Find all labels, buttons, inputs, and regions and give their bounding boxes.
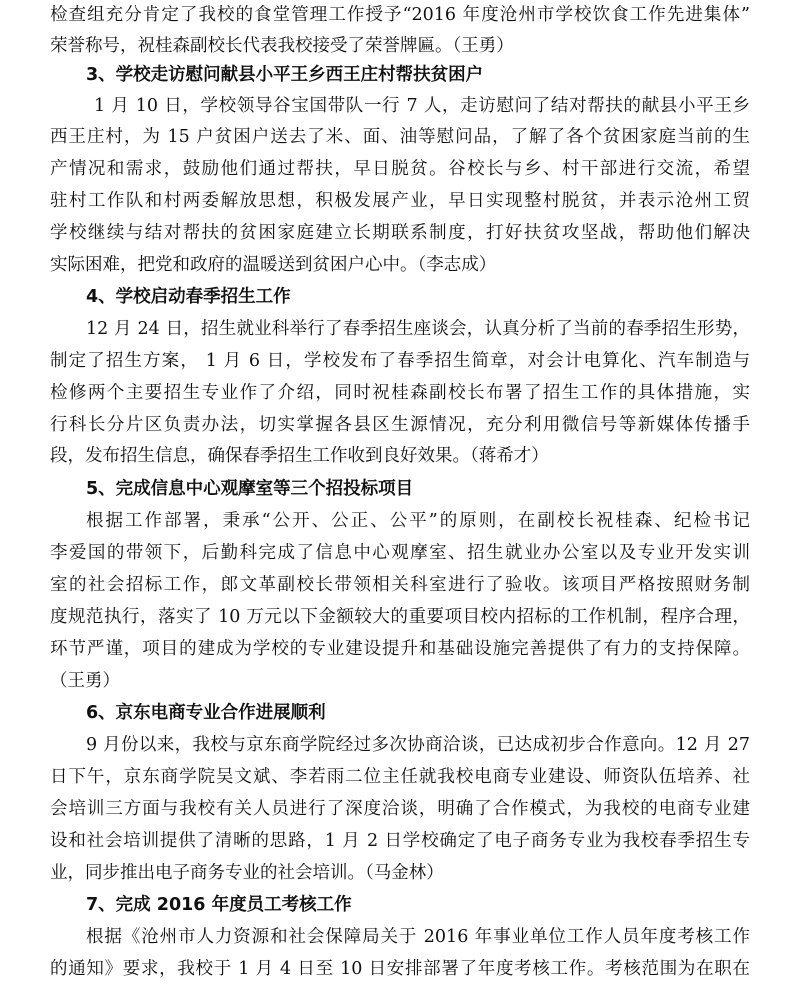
paragraph-line: 行科长分片区负责办法，切实掌握各县区生源情况，充分利用微信号等新媒体传播手 xyxy=(50,415,750,435)
paragraph-line: 产情况和需求，鼓励他们通过帮扶，早日脱贫。谷校长与乡、村干部进行交流，希望 xyxy=(50,159,750,179)
paragraph-line: 荣誉称号，祝桂森副校长代表我校接受了荣誉牌匾。（王勇） xyxy=(50,36,514,56)
section-heading-6: 6、京东电商专业合作进展顺利 xyxy=(86,703,326,723)
paragraph-line: 9 月份以来，我校与京东商学院经过多次协商洽谈，已达成初步合作意向。12 月 27 xyxy=(86,735,750,755)
paragraph-line: 室的社会招标工作，郎文革副校长带领相关科室进行了验收。该项目严格按照财务制 xyxy=(50,575,750,595)
paragraph-line: 检修两个主要招生专业作了介绍，同时祝桂森副校长布署了招生工作的具体措施，实 xyxy=(50,383,750,403)
paragraph-line: 西王庄村，为 15 户贫困户送去了米、面、油等慰问品，了解了各个贫困家庭当前的生 xyxy=(50,127,750,147)
section-heading-5: 5、完成信息中心观摩室等三个招投标项目 xyxy=(86,479,414,499)
paragraph-line: 制定了招生方案， 1 月 6 日，学校发布了春季招生简章，对会计电算化、汽车制造与 xyxy=(50,351,750,371)
paragraph-line: 段，发布招生信息，确保春季招生工作收到良好效果。（蒋希才） xyxy=(50,446,549,466)
paragraph-line: 李爱国的带领下，后勤科完成了信息中心观摩室、招生就业办公室以及专业开发实训 xyxy=(50,543,750,563)
paragraph-line: （王勇） xyxy=(50,671,120,691)
paragraph-line: 的通知》要求，我校于 1 月 4 日至 10 日安排部署了年度考核工作。考核范围为在职在 xyxy=(50,959,750,979)
paragraph-line: 设和社会培训提供了清晰的思路，1 月 2 日学校确定了电子商务专业为我校春季招生专 xyxy=(50,831,750,851)
paragraph-line: 驻村工作队和村两委解放思想，积极发展产业，早日实现整村脱贫，并表示沧州工贸 xyxy=(50,191,750,211)
paragraph-line: 度规范执行，落实了 10 万元以下金额较大的重要项目校内招标的工作机制，程序合理， xyxy=(50,607,750,627)
paragraph-line: 学校继续与结对帮扶的贫困家庭建立长期联系制度，打好扶贫攻坚战，帮助他们解决 xyxy=(50,223,750,243)
paragraph-line: 根据《沧州市人力资源和社会保障局关于 2016 年事业单位工作人员年度考核工作 xyxy=(86,927,750,947)
section-heading-4: 4、学校启动春季招生工作 xyxy=(86,287,291,307)
paragraph-line: 根据工作部署，秉承“公开、公正、公平”的原则，在副校长祝桂森、纪检书记 xyxy=(86,511,750,531)
paragraph-line: 12 月 24 日，招生就业科举行了春季招生座谈会，认真分析了当前的春季招生形势， xyxy=(86,319,750,339)
paragraph-line: 检查组充分肯定了我校的食堂管理工作授予“2016 年度沧州市学校饮食工作先进集体” xyxy=(50,5,750,25)
paragraph-line: 日下午，京东商学院吴文斌、李若雨二位主任就我校电商专业建设、师资队伍培养、社 xyxy=(50,767,750,787)
section-heading-3: 3、学校走访慰问献县小平王乡西王庄村帮扶贫困户 xyxy=(86,65,484,85)
paragraph-line: 实际困难，把党和政府的温暖送到贫困户心中。（李志成） xyxy=(50,255,497,275)
paragraph-line: 业，同步推出电子商务专业的社会培训。（马金林） xyxy=(50,863,444,883)
paragraph-line: 会培训三方面与我校有关人员进行了深度洽谈，明确了合作模式，为我校的电商专业建 xyxy=(50,799,750,819)
paragraph-line: 环节严谨，项目的建成为学校的专业建设提升和基础设施完善提供了有力的支持保障。 xyxy=(50,639,750,659)
section-heading-7: 7、完成 2016 年度员工考核工作 xyxy=(86,895,352,915)
paragraph-line: 1 月 10 日，学校领导谷宝国带队一行 7 人，走访慰问了结对帮扶的献县小平王乡 xyxy=(94,96,750,116)
